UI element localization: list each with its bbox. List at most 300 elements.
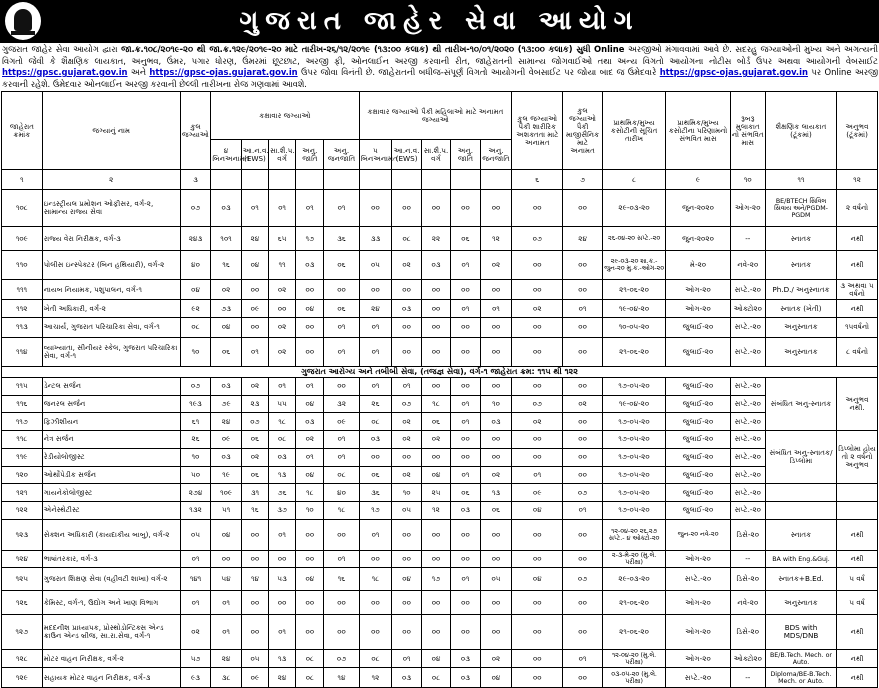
column-number xyxy=(211,170,242,190)
value-cell: ૦૦ xyxy=(269,591,296,615)
value-cell: ૦૦ xyxy=(451,519,480,550)
value-cell: ૦૦ xyxy=(392,448,421,466)
adv-number-cell: ૧૨૧ xyxy=(2,484,43,502)
value-cell: ૯૨ xyxy=(180,300,211,318)
value-cell: સપ્ટે.-૨૦ xyxy=(666,568,731,591)
value-cell: ૦૦ xyxy=(563,615,603,650)
value-cell: ૧૬ xyxy=(211,251,242,280)
value-cell: ૦૦ xyxy=(359,448,392,466)
column-number xyxy=(269,170,296,190)
experience-cell: ૨ વર્ષનો xyxy=(837,190,878,227)
post-name-cell: સહાયક મોટર વાહન નિરીક્ષક, વર્ગ-૩ xyxy=(42,668,180,688)
value-cell: ૦૧ xyxy=(359,378,392,396)
value-cell: ડિસે-૨૦ xyxy=(730,519,765,550)
value-cell: ૨૪૩ xyxy=(180,227,211,251)
value-cell: ૧૨ xyxy=(421,501,450,519)
value-cell: ૦૩ xyxy=(269,448,296,466)
value-cell: ૨૬ xyxy=(359,395,392,413)
table-row xyxy=(2,378,878,396)
value-cell: સપ્ટે.-૨૦ xyxy=(730,337,765,366)
value-cell: ૦૦ xyxy=(241,280,268,300)
value-cell: ૦૧ xyxy=(451,251,480,280)
value-cell: ૬૧ xyxy=(180,413,211,431)
value-cell: ૦૨ xyxy=(480,650,512,668)
value-cell: ઓગ-૨૦ xyxy=(730,190,765,227)
value-cell: ૧૯-૦૪-૨૦ xyxy=(602,300,665,318)
value-cell: ૬૫ xyxy=(269,227,296,251)
adv-number-cell: ૧૧૦ xyxy=(2,251,43,280)
value-cell: મે-૨૦ xyxy=(666,251,731,280)
value-cell: ૫૫ xyxy=(269,395,296,413)
value-cell: ૦૨ xyxy=(241,448,268,466)
value-cell: ૦૪ xyxy=(421,650,450,668)
column-number: ૮ xyxy=(602,170,665,190)
header-women-reserved: કક્ષાવાર જગ્યાઓ પૈકી મહિલાઓ માટે અનામત જગ્યાઓ xyxy=(359,92,512,140)
value-cell: ૦૦ xyxy=(392,519,421,550)
value-cell: જુન-૨૦૨૦ xyxy=(666,190,731,227)
value-cell: ૦૦ xyxy=(269,550,296,568)
value-cell: ૦૬ xyxy=(451,227,480,251)
value-cell: ૦૧ xyxy=(296,448,324,466)
adv-number-cell: ૧૦૯ xyxy=(2,227,43,251)
column-number xyxy=(241,170,268,190)
value-cell: ૦૩ xyxy=(480,413,512,431)
value-cell: ૦૧ xyxy=(451,300,480,318)
value-cell: જુલાઈ-૨૦ xyxy=(666,395,731,413)
adv-number-cell: ૧૦૮ xyxy=(2,190,43,227)
experience-cell: નથી xyxy=(837,550,878,568)
value-cell: ૦૦ xyxy=(563,550,603,568)
value-cell: ૦૦ xyxy=(392,190,421,227)
value-cell: ૦૪ xyxy=(512,501,563,519)
post-name-cell: વ્યાખ્યાતા, સીનીયર સ્કેલ, ગુજરાત પરિચારિકા સેવા, વર્ગ-૧ xyxy=(42,337,180,366)
value-cell: ૦૧ xyxy=(324,337,359,366)
value-cell: ૦૦ xyxy=(480,615,512,650)
value-cell: ૦૦ xyxy=(451,431,480,449)
adv-number-cell: ૧૧૬ xyxy=(2,395,43,413)
value-cell: ૦૧ xyxy=(451,395,480,413)
table-row xyxy=(2,300,878,318)
value-cell: ૧૭ xyxy=(359,501,392,519)
value-cell: ઓગ-૨૦ xyxy=(666,280,731,300)
qualification-cell: BE/BTECH સિવિલ સિવાય અને/PGDM-PGDM xyxy=(765,190,836,227)
value-cell: ૦૭ xyxy=(563,568,603,591)
value-cell: ૦૩ xyxy=(392,668,421,688)
table-row xyxy=(2,431,878,449)
value-cell: ૦૧ xyxy=(324,431,359,449)
header-total: કુલ જગ્યાઓ xyxy=(180,92,211,170)
ojas-website-link[interactable]: https://gpsc-ojas.gujarat.gov.in xyxy=(149,67,298,77)
value-cell: ૦૭ xyxy=(512,395,563,413)
value-cell: ૦૦ xyxy=(451,317,480,337)
value-cell: ૦૮ xyxy=(359,413,392,431)
header-women-st: અનુ. જનજાતિ xyxy=(480,140,512,170)
value-cell: ૦૯ xyxy=(324,413,359,431)
value-cell: ૦૦ xyxy=(241,519,268,550)
value-cell: ૦૧ xyxy=(392,650,421,668)
value-cell: ૦૧ xyxy=(324,317,359,337)
post-name-cell: કેમિસ્ટ, વર્ગ-૧, ઉદ્યોગ અને ખાણ વિભાગ xyxy=(42,591,180,615)
adv-number-cell: ૧૨૭ xyxy=(2,615,43,650)
value-cell: ૧૨ xyxy=(480,227,512,251)
table-row xyxy=(2,484,878,502)
value-cell: ઓગ-૨૦ xyxy=(666,650,731,668)
value-cell: ૦૧ xyxy=(563,501,603,519)
value-cell: ઓક્ટો૨૦ xyxy=(730,650,765,668)
value-cell: ૦૦ xyxy=(480,337,512,366)
value-cell: ૦૧ xyxy=(180,591,211,615)
value-cell: ૧૩ xyxy=(269,650,296,668)
value-cell: ૦૦ xyxy=(563,519,603,550)
header-adv-no: જાહેરાત ક્રમાંક xyxy=(2,92,43,170)
column-number: ૧૧ xyxy=(765,170,836,190)
value-cell: ૦૩ xyxy=(421,251,450,280)
value-cell: ૦૦ xyxy=(392,591,421,615)
value-cell: ૦૦ xyxy=(563,448,603,466)
value-cell: ૧૭ xyxy=(296,227,324,251)
value-cell: ૦૪ xyxy=(296,300,324,318)
value-cell: ૦૨ xyxy=(480,466,512,484)
gpsc-website-link[interactable]: https://gpsc.gujarat.gov.in xyxy=(2,67,128,77)
value-cell: ૦૦ xyxy=(563,466,603,484)
post-name-cell: ખેતી અધિકારી, વર્ગ-૨ xyxy=(42,300,180,318)
post-name-cell: નાયબ નિયામક, પશુપાલન, વર્ગ-૧ xyxy=(42,280,180,300)
value-cell: ૦૨ xyxy=(269,337,296,366)
adv-number-cell: ૧૨૬ xyxy=(2,591,43,615)
value-cell: ૦૫ xyxy=(241,650,268,668)
value-cell: જુલાઈ-૨૦ xyxy=(666,466,731,484)
post-name-cell: આચાર્ય, ગુજરાત પરિચારિકા સેવા, વર્ગ-૧ xyxy=(42,317,180,337)
value-cell: ૧૩૨ xyxy=(180,501,211,519)
value-cell: સપ્ટે.-૨૦ xyxy=(730,413,765,431)
header-women-sc: અનુ. જાતિ xyxy=(451,140,480,170)
post-name-cell: ઇન્ડસ્ટ્રીયલ પ્રમોશન ઓફીસર, વર્ગ-૨, સામાન્ય રાજ્ય સેવા xyxy=(42,190,180,227)
vacancy-table-body xyxy=(2,190,878,688)
value-cell: ૦૪ xyxy=(211,519,242,550)
value-cell: ૦૯ xyxy=(241,668,268,688)
value-cell: ૦૧ xyxy=(269,190,296,227)
column-number xyxy=(421,170,450,190)
value-cell: ૩૬ xyxy=(359,484,392,502)
value-cell: ૩૮ xyxy=(211,668,242,688)
header-category: કક્ષાવાર જગ્યાઓ xyxy=(211,92,359,140)
value-cell: ૦૧ xyxy=(392,378,421,396)
table-row xyxy=(2,337,878,366)
value-cell: ૦૩ xyxy=(211,190,242,227)
experience-cell: ૫ વર્ષ xyxy=(837,568,878,591)
value-cell: ૫૧ xyxy=(211,501,242,519)
column-number: ૧૨ xyxy=(837,170,878,190)
post-name-cell: જનરલ સર્જન xyxy=(42,395,180,413)
value-cell: ૨૬ xyxy=(180,431,211,449)
value-cell: ૦૦ xyxy=(451,280,480,300)
page-title: ગુજરાત જાહેર સેવા આયોગ xyxy=(239,6,640,36)
value-cell: ૦૦ xyxy=(392,280,421,300)
value-cell: સપ્ટે.-૨૦ xyxy=(730,378,765,396)
table-row xyxy=(2,501,878,519)
value-cell: ૦૦ xyxy=(512,668,563,688)
value-cell: ૦૦ xyxy=(241,317,268,337)
page-header xyxy=(0,0,879,43)
value-cell: ૦૩ xyxy=(211,448,242,466)
value-cell: ૧૭-૦૫-૨૦ xyxy=(602,378,665,396)
value-cell: ૧૦૧ xyxy=(211,227,242,251)
value-cell: ૧૭-૦૫-૨૦ xyxy=(602,501,665,519)
value-cell: ૦૦ xyxy=(451,591,480,615)
value-cell: ૦૦ xyxy=(480,317,512,337)
post-name-cell: નેત્ર સર્જન xyxy=(42,431,180,449)
value-cell: ૦૧ xyxy=(324,190,359,227)
value-cell: ૦૦ xyxy=(421,448,450,466)
notice-text: પર Online અરજી કરવાની રહેશે. ઉમેદવાર ઓનલાઈન અરજી કરવાની છેલ્લી તારીખના રોજ ગણવામાં આવશે. xyxy=(2,67,878,89)
post-name-cell: ભાષાંતરકાર, વર્ગ-૩ xyxy=(42,550,180,568)
value-cell: જુલાઈ-૨૦ xyxy=(666,484,731,502)
value-cell: જુલાઈ-૨૦ xyxy=(666,378,731,396)
value-cell: ૦૦ xyxy=(359,550,392,568)
value-cell: ૦૦ xyxy=(451,550,480,568)
value-cell: ૦૫ xyxy=(180,519,211,550)
column-number xyxy=(296,170,324,190)
adv-number-cell: ૧૧૨ xyxy=(2,300,43,318)
online-word: Online xyxy=(593,44,625,54)
qualification-cell: BA with Eng.&Guj. xyxy=(765,550,836,568)
value-cell: ૦૦ xyxy=(421,300,450,318)
value-cell: ૦૦ xyxy=(563,591,603,615)
value-cell: ૦૦ xyxy=(451,615,480,650)
advertisement-notice xyxy=(2,44,878,90)
value-cell: જુલાઈ-૨૦ xyxy=(666,431,731,449)
value-cell: ૦૮ xyxy=(421,668,450,688)
column-number xyxy=(359,170,392,190)
value-cell: ૦૦ xyxy=(421,378,450,396)
value-cell: ૦૧ xyxy=(359,519,392,550)
value-cell: ૦૬ xyxy=(324,300,359,318)
value-cell: ૧૭-૦૫-૨૦ xyxy=(602,484,665,502)
header-pwd: કુલ જગ્યાઓ પૈકી શારીરિક અશક્તતા માટે અનામત xyxy=(512,92,563,170)
column-number: ૩ xyxy=(180,170,211,190)
value-cell: જુલાઈ-૨૦ xyxy=(666,448,731,466)
value-cell: ૨૪ xyxy=(269,668,296,688)
value-cell: ૦૫ xyxy=(480,568,512,591)
value-cell: ૦૮ xyxy=(324,466,359,484)
column-number: ૧૦ xyxy=(730,170,765,190)
value-cell: સપ્ટે.-૨૦ xyxy=(730,395,765,413)
value-cell: ૦૦ xyxy=(296,519,324,550)
value-cell: ૦૦ xyxy=(324,378,359,396)
post-name-cell: ગુજરાત શિક્ષણ સેવા (વહીવટી શાખા) વર્ગ-૨ xyxy=(42,568,180,591)
value-cell: ૦૦ xyxy=(241,550,268,568)
value-cell: ૦૩ xyxy=(392,300,421,318)
value-cell: ૦૧ xyxy=(480,300,512,318)
header-exam-date: પ્રાથમિક/મુખ્ય કસોટીની સૂચિત તારીખ xyxy=(602,92,665,170)
value-cell: ૯૩ xyxy=(180,668,211,688)
value-cell: ૦૦ xyxy=(359,280,392,300)
value-cell: ૦૦ xyxy=(480,190,512,227)
value-cell: ૦૦ xyxy=(512,378,563,396)
value-cell: ૦૪ xyxy=(296,466,324,484)
notice-text: ગુજરાત જાહેર સેવા આયોગ દ્વારા xyxy=(2,44,118,54)
advertisement-numbers: જા.ક્ર.૧૦૮/૨૦૧૯-૨૦ થી જા.ક્ર.૧૨૯/૨૦૧૯-૨૦ માટે તારીખ-૨૬/૧૨/૨૦૧૯ (૧૩:૦૦ કલાક) થી તારીખ-૧૦/૦૧/૨૦૨૦ (૧૩:૦૦ કલાક) સુધી xyxy=(121,44,591,54)
value-cell: ૧૦૯ xyxy=(211,484,242,502)
adv-number-cell: ૧૧૧ xyxy=(2,280,43,300)
value-cell: જુલાઈ-૨૦ xyxy=(666,317,731,337)
value-cell: ૦૦ xyxy=(451,337,480,366)
value-cell: ૦૦ xyxy=(392,615,421,650)
adv-number-cell: ૧૨૨ xyxy=(2,501,43,519)
value-cell: ૦૭ xyxy=(512,227,563,251)
value-cell: ૦૫ xyxy=(359,251,392,280)
value-cell: ૧૪૧ xyxy=(180,568,211,591)
header-cat-general xyxy=(211,140,250,170)
experience-cell: ૮ વર્ષનો xyxy=(837,337,878,366)
adv-number-cell: ૧૧૫ xyxy=(2,378,43,396)
value-cell: ૦૪ xyxy=(180,280,211,300)
value-cell: ૧૦-૦૫-૨૦ xyxy=(602,317,665,337)
value-cell: ૦૧ xyxy=(563,300,603,318)
value-cell: ૦૦ xyxy=(296,337,324,366)
value-cell: ૦૮ xyxy=(359,650,392,668)
value-cell: ૨-૩-મે-૨૦ (મુ.લે. પરીક્ષા) xyxy=(602,550,665,568)
table-row xyxy=(2,317,878,337)
header-women-general xyxy=(359,140,398,170)
value-cell: ૦૪ xyxy=(421,466,450,484)
value-cell: -- xyxy=(730,668,765,688)
value-cell: ૦૦ xyxy=(512,251,563,280)
table-row xyxy=(2,190,878,227)
value-cell: ૦૦ xyxy=(563,337,603,366)
value-cell: ૦૦ xyxy=(359,190,392,227)
value-cell: ૦૦ xyxy=(480,431,512,449)
column-number: ૬ xyxy=(512,170,563,190)
value-cell: ૦૦ xyxy=(451,448,480,466)
header-label: બિનઅનામત xyxy=(212,153,250,163)
qualification-cell: સ્નાતક xyxy=(765,227,836,251)
experience-cell: નથી xyxy=(837,300,878,318)
value-cell: ૦૩ xyxy=(359,431,392,449)
value-cell: ૦૦ xyxy=(512,550,563,568)
value-cell: ૦૦ xyxy=(480,378,512,396)
value-cell: ૦૨ xyxy=(211,280,242,300)
experience-cell: નથી xyxy=(837,615,878,650)
value-cell: ૦૯ xyxy=(211,431,242,449)
value-cell: ૫૦ xyxy=(180,466,211,484)
value-cell: ૦૦ xyxy=(392,317,421,337)
value-cell: ૨૨ xyxy=(421,227,450,251)
value-cell: ૦૦ xyxy=(563,668,603,688)
value-cell: ઓગ-૨૦ xyxy=(666,615,731,650)
value-cell: ૦૩-૦૫-૨૦ (મુ.લે. પરીક્ષા) xyxy=(602,668,665,688)
qualification-cell: BE/B.Tech. Mech. or Auto. xyxy=(765,650,836,668)
experience-cell xyxy=(837,484,878,502)
section-heading-row xyxy=(2,366,878,377)
value-cell: ૦૪ xyxy=(296,395,324,413)
table-row xyxy=(2,395,878,413)
value-cell: ૦૦ xyxy=(211,550,242,568)
vacancy-table xyxy=(1,91,878,688)
value-cell: ૦૨ xyxy=(480,251,512,280)
value-cell: ડિસે-૨૦ xyxy=(730,568,765,591)
value-cell: ૦૪ xyxy=(512,568,563,591)
value-cell: ૦૦ xyxy=(563,251,603,280)
value-cell: ૦૧ xyxy=(359,317,392,337)
qualification-cell: Ph.D./ અનુસ્નાતક xyxy=(765,280,836,300)
value-cell: ૭૯ xyxy=(211,395,242,413)
value-cell: ૦૧ xyxy=(211,591,242,615)
value-cell: ઓક્ટો૨૦ xyxy=(730,300,765,318)
value-cell: ૦૦ xyxy=(563,280,603,300)
value-cell: ૨૩ xyxy=(241,395,268,413)
column-number xyxy=(480,170,512,190)
value-cell: ૦૦ xyxy=(392,550,421,568)
value-cell: ૦૧ xyxy=(451,466,480,484)
value-cell: ૧૮ xyxy=(324,501,359,519)
table-row xyxy=(2,413,878,431)
value-cell: ૧૨ xyxy=(359,668,392,688)
value-cell: ૦૦ xyxy=(451,378,480,396)
qualification-cell: BDS with MDS/DNB xyxy=(765,615,836,650)
post-name-cell: ડેન્ટલ સર્જન xyxy=(42,378,180,396)
column-number xyxy=(392,170,421,190)
table-row xyxy=(2,227,878,251)
qualification-cell: સ્નાતક xyxy=(765,251,836,280)
value-cell: ૦૦ xyxy=(421,519,450,550)
adv-number-cell: ૧૨૪ xyxy=(2,550,43,568)
adv-number-cell: ૧૧૭ xyxy=(2,413,43,431)
value-cell: ૩૧ xyxy=(241,484,268,502)
column-number xyxy=(324,170,359,190)
qualification-cell xyxy=(765,484,836,502)
value-cell: ૦૦ xyxy=(480,591,512,615)
experience-cell: ૩ અથવા ૫ વર્ષનો xyxy=(837,280,878,300)
header-cat-st: અનુ. જનજાતિ xyxy=(324,140,359,170)
value-cell: ૦૨ xyxy=(421,431,450,449)
value-cell: ૦૧ xyxy=(269,519,296,550)
adv-number-cell: ૧૨૮ xyxy=(2,650,43,668)
qualification-cell: સ્નાતક+B.Ed. xyxy=(765,568,836,591)
value-cell: જુન-૨૦૨૦ xyxy=(666,227,731,251)
value-cell: ૦૦ xyxy=(421,190,450,227)
value-cell: ૧૮ xyxy=(269,413,296,431)
table-row xyxy=(2,280,878,300)
value-cell: સપ્ટે.-૨૦ xyxy=(666,668,731,688)
table-row xyxy=(2,448,878,466)
value-cell: ૦૦ xyxy=(324,591,359,615)
value-cell: ૦૨ xyxy=(296,431,324,449)
value-cell: ૭૩ xyxy=(211,300,242,318)
experience-cell: ૧૫વર્ષનો xyxy=(837,317,878,337)
qualification-cell: અનુસ્નાતક xyxy=(765,337,836,366)
value-cell: ૦૪ xyxy=(480,668,512,688)
value-cell: ૨૯-૦૩-૨૦ xyxy=(602,568,665,591)
ojas-apply-link[interactable]: https://gpsc-ojas.gujarat.gov.in xyxy=(659,67,808,77)
header-group-number: ૫ xyxy=(373,145,378,155)
value-cell: ૦૦ xyxy=(392,337,421,366)
value-cell: ૦૦ xyxy=(296,615,324,650)
table-row xyxy=(2,591,878,615)
qualification-cell: સંબંધિત અનુ-સ્નાતક xyxy=(765,378,836,431)
header-qualification: શૈક્ષણિક લાયકાત (ટૂંકમાં) xyxy=(765,92,836,170)
value-cell: ૧૬ xyxy=(241,501,268,519)
value-cell: ૦૮ xyxy=(296,650,324,668)
value-cell: ૩૨ xyxy=(324,395,359,413)
table-row xyxy=(2,615,878,650)
value-cell: ૦૧ xyxy=(269,615,296,650)
value-cell: ૫૭ xyxy=(180,650,211,668)
value-cell: ૦૩ xyxy=(451,650,480,668)
value-cell: ૦૨ xyxy=(512,413,563,431)
value-cell: -- xyxy=(730,227,765,251)
adv-number-cell: ૧૨૩ xyxy=(2,519,43,550)
